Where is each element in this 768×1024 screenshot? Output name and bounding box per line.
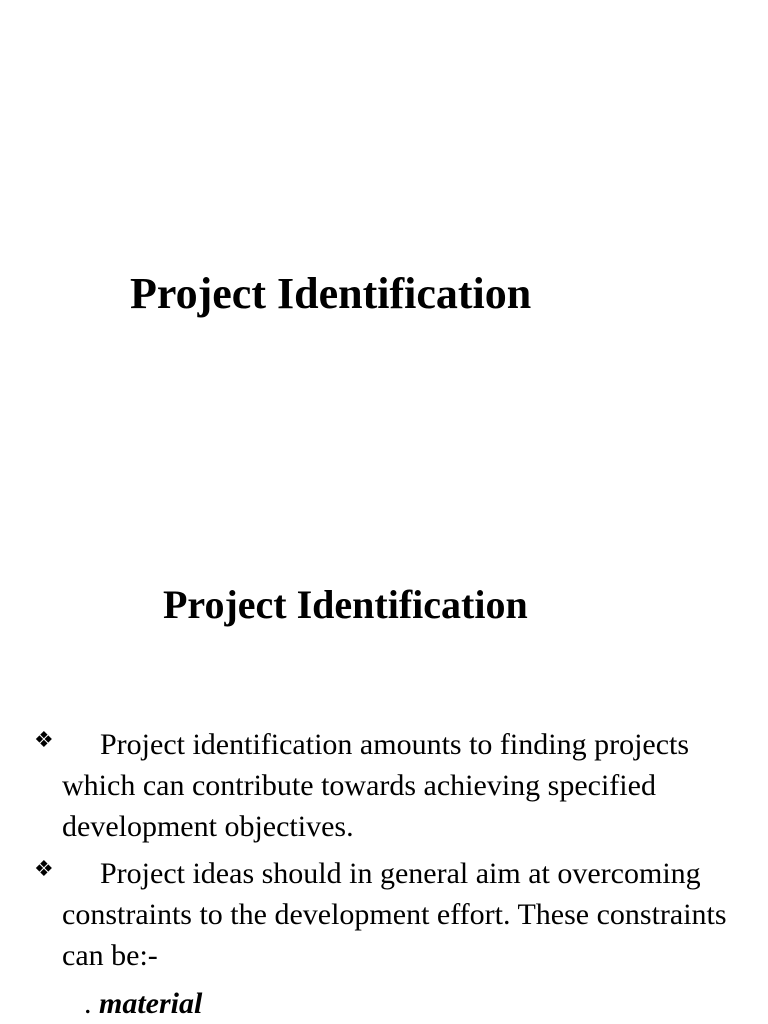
slide-2-title: Project Identification xyxy=(163,582,528,627)
bullet-item xyxy=(30,853,740,976)
bullet-item xyxy=(30,724,740,847)
bullet-text: Project ideas should in general aim at overcoming constraints to the development effort. These constraints can be:- xyxy=(62,857,727,972)
sub-item-label: material xyxy=(99,987,203,1020)
bullet-list xyxy=(30,724,740,982)
bullet-text: Project identification amounts to finding projects which can contribute towards achieving specified development objectives. xyxy=(62,728,690,843)
slide-1-title: Project Identification xyxy=(130,269,532,318)
diamond-bullet-icon: ❖ xyxy=(34,728,54,753)
diamond-bullet-icon: ❖ xyxy=(34,857,54,882)
sub-item-prefix: . xyxy=(84,987,99,1020)
sub-item-material xyxy=(84,984,202,1024)
